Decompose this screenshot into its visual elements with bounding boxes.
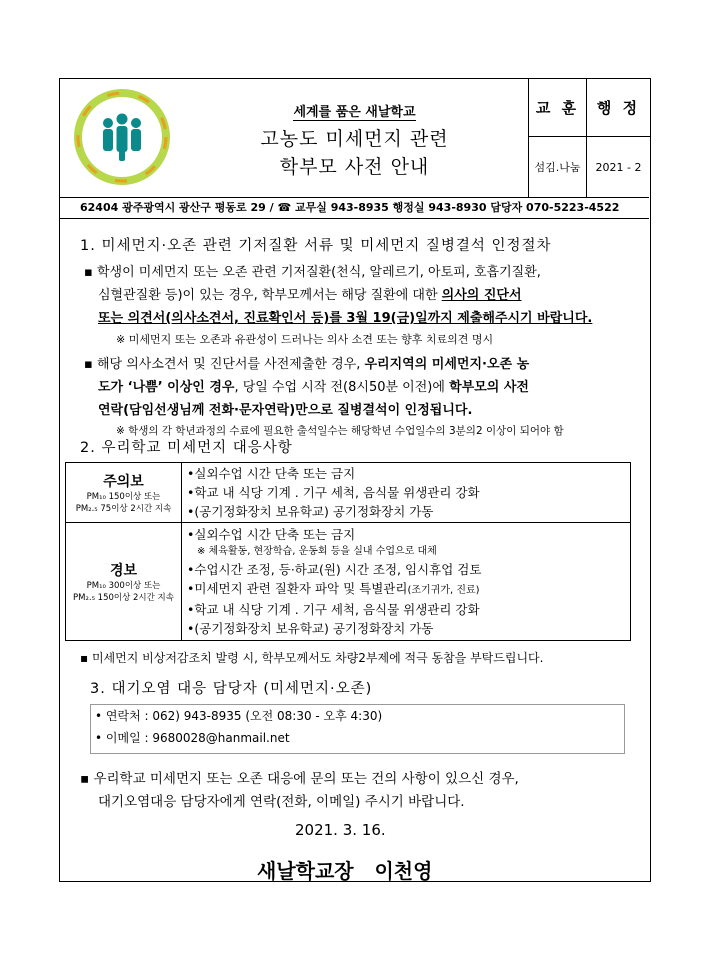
address-line: 62404 광주광역시 광산구 평동로 29 / ☎ 교무실 943-8935 행정실 943-8930 담당자 070-5223-4522 [60,197,649,219]
section1-heading: 1. 미세먼지·오존 관련 기저질환 서류 및 미세먼지 질병결석 인정절차 [80,238,552,254]
warning-item: •(공기정화장치 보유학교) 공기정화장치 가동 [187,621,434,636]
title-line-2: 학부모 사전 안내 [279,156,430,178]
section1-bullet1-line3: 또는 의견서(의사소견서, 진료확인서 등)를 3월 19(금)일까지 제출해주시기 바랍니다. [98,311,593,326]
motto-value: 섬김.나눔 [529,137,587,197]
section2-after-note: ▪ 미세먼지 비상저감조치 발령 시, 학부모께서도 차량2부제에 적극 동참을 부탁드립니다. [80,651,544,665]
school-slogan: 세계를 품은 새날학교 [293,105,416,120]
section1-bullet2-line3: 연락(담임선생님께 전화·문자연락)만으로 질병결석이 인정됩니다. [98,403,473,418]
document-date: 2021. 3. 16. [295,821,386,839]
watch-item: •학교 내 식당 기계 . 기구 세척, 음식물 위생관리 강화 [187,485,480,500]
section1-bullet2-line1: ▪ 해당 의사소견서 및 진단서를 사전제출한 경우, 우리지역의 미세먼지·오존 농 [84,357,530,372]
document-frame [59,78,651,882]
header-table [528,79,650,197]
section1-bullet1-line1: ▪ 학생이 미세먼지 또는 오존 관련 기저질환(천식, 알레르기, 아토피, 호흡기질환, [84,265,541,280]
section1-note1: ※ 미세먼지 또는 오존과 유관성이 드러나는 의사 소견 또는 향후 치료의견 명시 [116,333,494,346]
issue-number: 2021 - 2 [595,160,642,174]
section1-note2: ※ 학생의 각 학년과정의 수료에 필요한 출석일수는 해당학년 수업일수의 3분의2 이상이 되어야 함 [116,425,564,437]
contact-email: • 이메일 : 9680028@hanmail.net [95,731,290,745]
warning-subnote: ※ 체육활동, 현장학습, 운동회 등을 실내 수업으로 대체 [197,546,437,557]
section3-heading: 3. 대기오염 대응 담당자 (미세먼지·오존) [90,681,373,697]
header [60,79,649,198]
watch-level-cell: 주의보 PM₁₀ 150이상 또는 PM₂.₅ 75이상 2시간 지속 [66,463,182,523]
contact-box [90,704,625,754]
section2-heading: 2. 우리학교 미세먼지 대응사항 [80,440,293,456]
contact-phone: • 연락처 : 062) 943-8935 (오전 08:30 - 오후 4:30) [95,709,383,723]
warning-item: •수업시간 조정, 등·하교(원) 시간 조정, 임시휴업 검토 [187,562,482,577]
warning-actions-cell [182,523,631,641]
watch-item: •실외수업 시간 단축 또는 금지 [187,466,356,481]
warning-item: •실외수업 시간 단축 또는 금지 [187,527,356,542]
motto-label: 교 훈 [529,79,587,136]
admin-label: 행 정 [596,99,641,117]
warning-item: •학교 내 식당 기계 . 기구 세척, 음식물 위생관리 강화 [187,602,480,617]
principal-signature: 새날학교장 이천영 [257,859,433,883]
closing-line-2: 대기오염대응 담당자에게 연락(전화, 이메일) 주시기 바랍니다. [98,794,465,810]
section1-bullet1-line2: 심혈관질환 등)이 있는 경우, 학부모께서는 해당 질환에 대한 의사의 진단서 [98,288,522,303]
warning-item: •미세먼지 관련 질환자 파악 및 특별관리(조기귀가, 진료) [187,581,480,596]
closing-line-1: ▪ 우리학교 미세먼지 또는 오존 대응에 문의 또는 건의 사항이 있으신 경우, [80,771,519,787]
watch-actions-cell [182,463,631,523]
title-line-1: 고농도 미세먼지 관련 [260,128,449,150]
alert-table [65,462,631,641]
section1-bullet2-line2: 도가 ‘나쁨’ 이상인 경우, 당일 수업 시작 전(8시50분 이전)에 학부모의 사전 [98,380,529,395]
warning-level-cell: 경보 PM₁₀ 300이상 또는 PM₂.₅ 150이상 2시간 지속 [66,523,182,641]
watch-item: •(공기정화장치 보유학교) 공기정화장치 가동 [187,504,434,519]
